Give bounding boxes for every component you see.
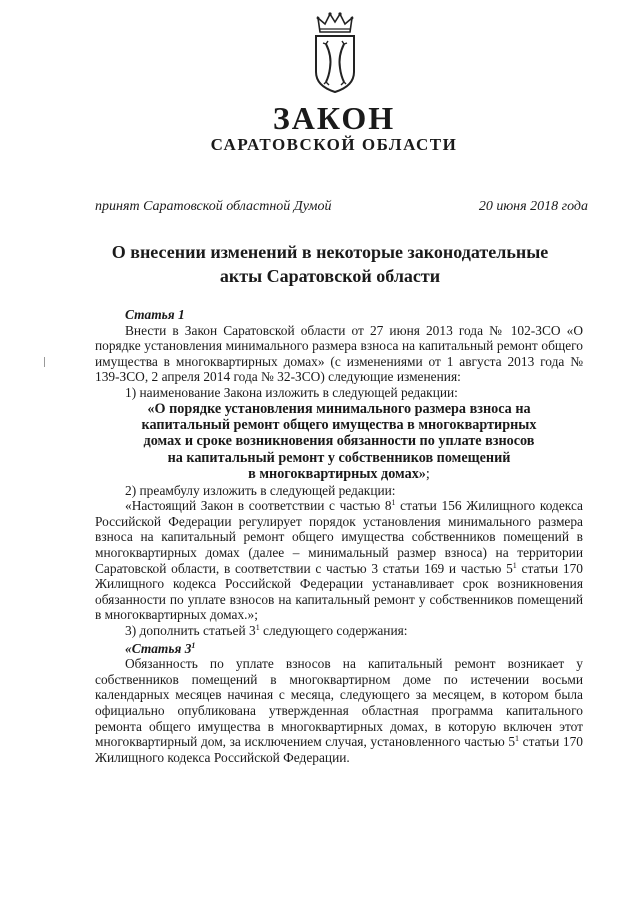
article-heading: Статья 1 bbox=[125, 307, 185, 322]
preamble-paragraph bbox=[95, 498, 583, 623]
preamble-text: статьи 170 Жилищного кодекса Российской Федерации устанавливает срок возникновения обязанности по уплате взносов на капитальный ремонт у собственников помещений в многоквартирных домах.»; bbox=[95, 560, 583, 623]
article-3-1-heading bbox=[95, 641, 583, 657]
document-title-line: О внесении изменений в некоторые законодательные bbox=[111, 242, 549, 262]
list-item: 2) преамбулу изложить в следующей редакции: bbox=[125, 482, 396, 498]
article-intro-paragraph: Внести в Закон Саратовской области от 27 июня 2013 года № 102-ЗСО «О порядке установления минимального размера взноса на капитальный ремонт общего имущества в многоквартирных домах» (с изменениями от 1 августа 2013 года № 139-ЗСО, 2 апреля 2014 года № 32-ЗСО) следующие изменения: bbox=[95, 322, 583, 385]
margin-mark bbox=[44, 357, 45, 367]
superscript: 1 bbox=[191, 640, 196, 650]
article-text: статьи 170 Жилищного кодекса Российской Федерации. bbox=[95, 734, 583, 765]
superscript: 1 bbox=[515, 734, 520, 744]
item-text: следующего содержания: bbox=[259, 622, 408, 638]
document-body bbox=[95, 305, 583, 765]
law-heading: ЗАКОН bbox=[272, 100, 396, 136]
superscript: 1 bbox=[512, 560, 517, 570]
new-law-name-block bbox=[95, 401, 583, 483]
document-title bbox=[90, 240, 570, 288]
semicolon: ; bbox=[425, 466, 430, 483]
adopted-by-text: принят Саратовской областной Думой bbox=[95, 199, 332, 214]
article-text: Обязанность по уплате взносов на капитальный ремонт возникает у собственников помещений в многоквартирном доме по истечении восьми календарных месяцев начиная с месяца, следующего за месяцем, в котором была официально опубликована утвержденная областная программа капитального ремонта общего имущества в многоквартирных домах, в которую включен этот многоквартирный дом, за исключением случая, установленного частью 5 bbox=[95, 656, 583, 750]
new-law-name-line: на капитальный ремонт у собственников помещений bbox=[167, 449, 511, 466]
new-law-name-line: капитальный ремонт общего имущества в многоквартирных bbox=[141, 416, 537, 433]
list-item bbox=[95, 623, 583, 639]
superscript: 1 bbox=[391, 498, 396, 508]
new-law-name-line: домах и сроке возникновения обязанности по уплате взносов bbox=[143, 433, 535, 450]
new-law-name-line: «О порядке установления минимального размера взноса на bbox=[147, 400, 531, 417]
region-heading: САРАТОВСКОЙ ОБЛАСТИ bbox=[210, 135, 458, 154]
superscript: 1 bbox=[255, 622, 260, 632]
document-title-line: акты Саратовской области bbox=[219, 266, 441, 286]
new-law-name-line bbox=[95, 466, 583, 482]
item-text: 3) дополнить статьей 3 bbox=[125, 622, 256, 638]
adoption-date: 20 июня 2018 года bbox=[478, 199, 588, 214]
list-item: 1) наименование Закона изложить в следующей редакции: bbox=[125, 384, 458, 400]
article-3-1-paragraph bbox=[95, 656, 583, 765]
saratov-coat-of-arms-icon bbox=[310, 10, 360, 94]
preamble-text: статьи 156 Жилищного кодекса Российской Федерации регулирует порядок установления минимального размера взноса на капитальный ремонт общего имущества собственников помещений в многоквартирных домах (далее – минимальный размер взноса) на территории Саратовской области, в соответствии с частью 3 статьи 169 и частью 5 bbox=[95, 498, 583, 576]
preamble-text: «Настоящий Закон в соответствии с частью 8 bbox=[125, 498, 392, 514]
article-heading-text: «Статья 3 bbox=[125, 640, 192, 656]
new-law-name-last: в многоквартирных домах» bbox=[248, 466, 426, 483]
